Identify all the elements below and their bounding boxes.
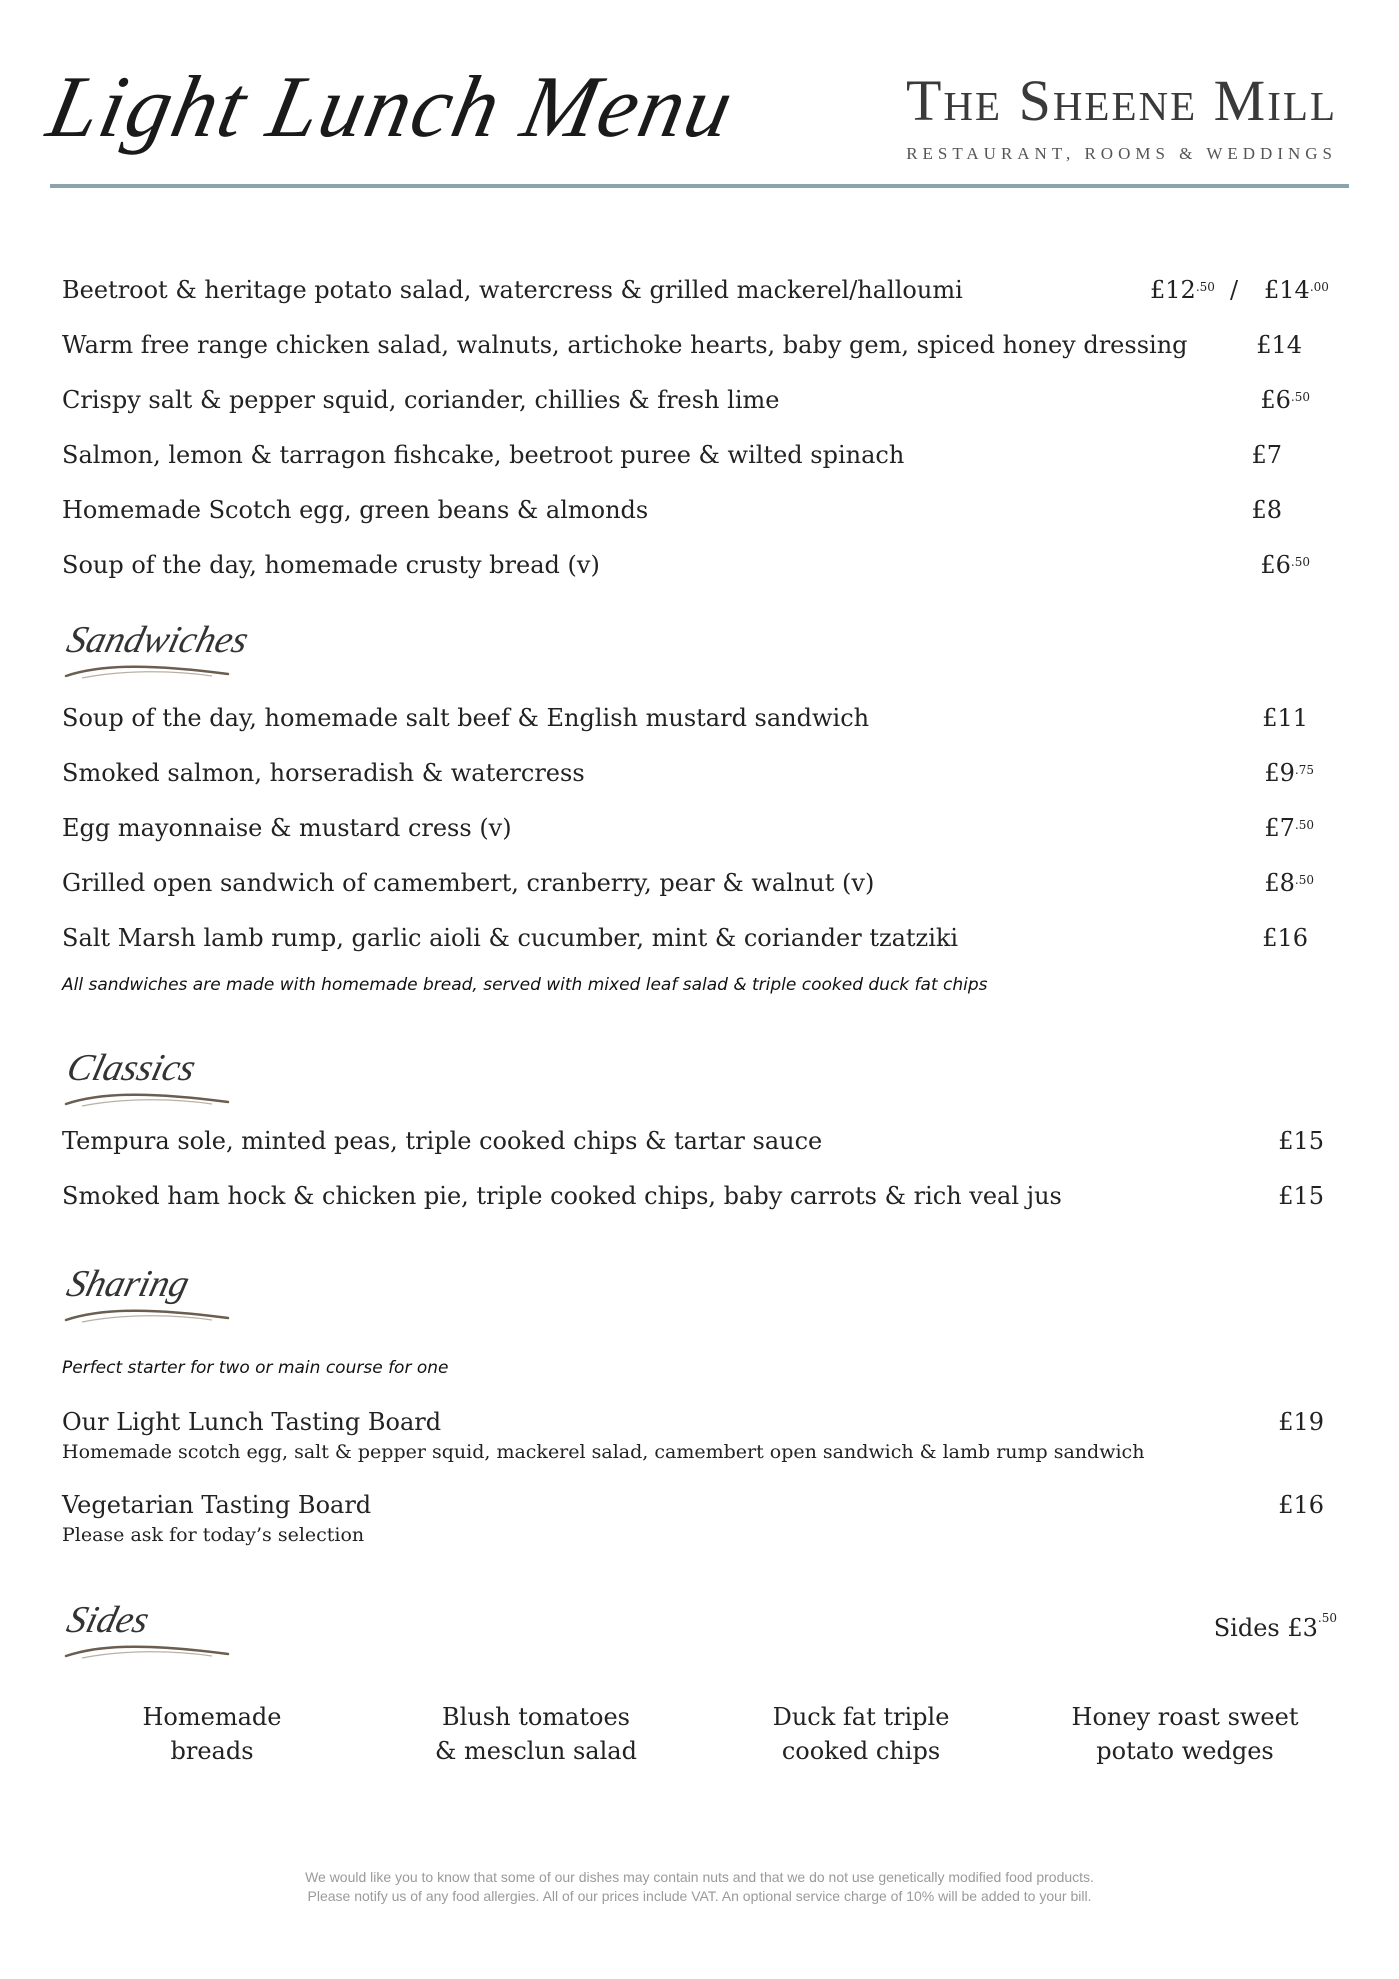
dish-price: £15 — [1278, 1127, 1324, 1155]
side-item — [1035, 1700, 1335, 1768]
board-name: Vegetarian Tasting Board — [62, 1491, 372, 1519]
menu-title: Light Lunch Menu — [39, 59, 743, 156]
menu-item-row — [62, 435, 1338, 475]
dish-price: £8 — [1251, 496, 1282, 524]
board-name: Our Light Lunch Tasting Board — [62, 1408, 442, 1436]
section-title: Sharing — [62, 1263, 194, 1305]
heading-flourish-icon — [62, 1090, 232, 1112]
menu-item-row — [62, 698, 1338, 738]
side-item — [711, 1700, 1011, 1768]
allergen-footer — [0, 1868, 1399, 1906]
side-item-line: Blush tomatoes — [442, 1703, 630, 1731]
section-heading-classics — [62, 1040, 242, 1120]
menu-item-row — [62, 918, 1338, 958]
side-item — [62, 1700, 362, 1768]
dish-name: Smoked salmon, horseradish & watercress — [62, 759, 585, 787]
logo-name: The Sheene Mill — [905, 68, 1337, 133]
sharing-note: Perfect starter for two or main course for one — [62, 1358, 449, 1378]
tasting-board-item — [62, 1488, 1338, 1548]
dish-price: £16 — [1262, 924, 1308, 952]
menu-item-row — [62, 1121, 1338, 1161]
menu-item-row — [62, 490, 1338, 530]
dish-name: Soup of the day, homemade salt beef & English mustard sandwich — [62, 704, 870, 732]
section-heading-sides — [62, 1592, 242, 1672]
tasting-board-item — [62, 1405, 1338, 1465]
menu-item-row — [62, 380, 1338, 420]
footer-line: We would like you to know that some of our dishes may contain nuts and that we do not use genetically modified food products. — [305, 1869, 1094, 1885]
board-description: Homemade scotch egg, salt & pepper squid, mackerel salad, camembert open sandwich & lamb rump sandwich — [62, 1441, 1145, 1463]
menu-item-row — [62, 753, 1338, 793]
dish-price: $£8^{.50}$ — [1264, 869, 1314, 897]
board-price: £19 — [1278, 1408, 1324, 1436]
dish-price: $£9^{.75}$ — [1264, 759, 1314, 787]
logo-subtitle: RESTAURANT, ROOMS & WEDDINGS — [906, 144, 1337, 163]
price-separator: / — [1230, 276, 1239, 304]
side-item — [386, 1700, 686, 1768]
dish-name: Tempura sole, minted peas, triple cooked chips & tartar sauce — [62, 1127, 823, 1155]
menu-item-row — [62, 1176, 1338, 1216]
header-divider — [50, 184, 1349, 188]
heading-flourish-icon — [62, 1306, 232, 1328]
dish-name: Beetroot & heritage potato salad, watercress & grilled mackerel/halloumi — [62, 276, 963, 304]
dish-name: Salt Marsh lamb rump, garlic aioli & cucumber, mint & coriander tzatziki — [62, 924, 959, 952]
section-heading-sharing — [62, 1256, 242, 1336]
board-price: £16 — [1278, 1491, 1324, 1519]
section-title: Classics — [62, 1047, 200, 1089]
menu-item-row — [62, 863, 1338, 903]
dish-name: Salmon, lemon & tarragon fishcake, beetroot puree & wilted spinach — [62, 441, 905, 469]
sides-price: Sides $£3^{.50}$ — [1213, 1611, 1337, 1642]
dish-price-large: $£14^{.00}$ — [1264, 276, 1329, 304]
dish-name: Warm free range chicken salad, walnuts, artichoke hearts, baby gem, spiced honey dressing — [62, 331, 1188, 359]
dish-name: Crispy salt & pepper squid, coriander, chillies & fresh lime — [62, 386, 780, 414]
dish-name: Soup of the day, homemade crusty bread (v) — [62, 551, 600, 579]
menu-item-row — [62, 545, 1338, 585]
dish-name: Smoked ham hock & chicken pie, triple cooked chips, baby carrots & rich veal jus — [62, 1182, 1062, 1210]
restaurant-logo — [905, 68, 1337, 164]
dish-price: £14 — [1256, 331, 1302, 359]
dish-name: Egg mayonnaise & mustard cress (v) — [62, 814, 512, 842]
section-heading-sandwiches — [62, 612, 253, 692]
heading-flourish-icon — [62, 1642, 232, 1664]
dish-price: £11 — [1262, 704, 1308, 732]
footer-line: Please notify us of any food allergies. All of our prices include VAT. An optional service charge of 10% will be added to your bill. — [307, 1888, 1092, 1904]
menu-item-row — [62, 325, 1338, 365]
side-item-line: Honey roast sweet — [1071, 1703, 1299, 1731]
board-description: Please ask for today’s selection — [62, 1524, 365, 1546]
dish-price: £7 — [1251, 441, 1282, 469]
section-title: Sandwiches — [62, 619, 253, 661]
side-item-line: Duck fat triple — [772, 1703, 950, 1731]
dish-price: $£7^{.50}$ — [1264, 814, 1314, 842]
side-item-line: & mesclun salad — [435, 1737, 637, 1765]
dish-name: Grilled open sandwich of camembert, cranberry, pear & walnut (v) — [62, 869, 875, 897]
dish-price-small: $£12^{.50}$ — [1150, 276, 1215, 304]
section-title: Sides — [62, 1599, 154, 1641]
menu-item-row — [62, 808, 1338, 848]
dish-price: $£6^{.50}$ — [1260, 551, 1310, 579]
side-item-line: potato wedges — [1096, 1737, 1274, 1765]
dish-price: £15 — [1278, 1182, 1324, 1210]
dish-price: $£6^{.50}$ — [1260, 386, 1310, 414]
dish-name: Homemade Scotch egg, green beans & almonds — [62, 496, 649, 524]
heading-flourish-icon — [62, 662, 232, 684]
side-item-line: cooked chips — [781, 1737, 941, 1765]
sandwiches-note: All sandwiches are made with homemade bread, served with mixed leaf salad & triple cooked duck fat chips — [62, 975, 988, 995]
menu-item-row — [62, 270, 1338, 310]
side-item-line: breads — [170, 1737, 254, 1765]
side-item-line: Homemade — [142, 1703, 282, 1731]
